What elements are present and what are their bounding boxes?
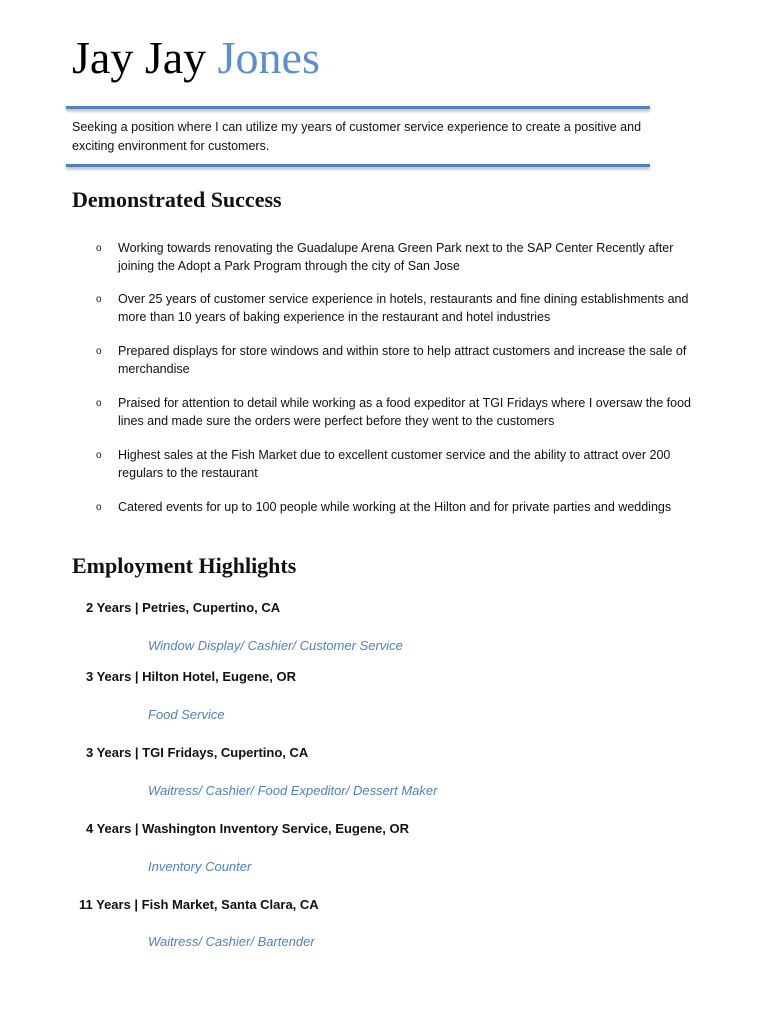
list-item xyxy=(96,240,706,275)
first-names: Jay Jay xyxy=(72,32,207,83)
objective-top-rule xyxy=(66,106,650,109)
list-item-text: Over 25 years of customer service experience in hotels, restaurants and fine dining establishments and more than 10 years of baking experience in the restaurant and hotel industries xyxy=(118,292,689,324)
bullet-marker: o xyxy=(96,502,102,513)
job-role: Window Display/ Cashier/ Customer Service xyxy=(148,638,403,653)
success-section-title: Demonstrated Success xyxy=(72,187,282,212)
resume-name xyxy=(72,30,320,86)
objective-statement: Seeking a position where I can utilize my years of customer service experience to create a positive and exciting environment for customers. xyxy=(72,120,642,153)
bullet-marker: o xyxy=(96,243,102,254)
list-item xyxy=(96,499,706,517)
list-item xyxy=(96,447,706,482)
job-role: Food Service xyxy=(148,707,225,722)
job-role: Waitress/ Cashier/ Bartender xyxy=(148,934,315,949)
objective-bottom-rule xyxy=(66,164,650,167)
bullet-marker: o xyxy=(96,346,102,357)
list-item-text: Praised for attention to detail while working as a food expeditor at TGI Fridays where I oversaw the food lines and made sure the orders were perfect before they went to the customers xyxy=(118,396,691,428)
list-item xyxy=(96,395,706,430)
list-item-text: Working towards renovating the Guadalupe Arena Green Park next to the SAP Center Recently after joining the Adopt a Park Program through the city of San Jose xyxy=(118,241,674,273)
job-header: 11 Years | Fish Market, Santa Clara, CA xyxy=(79,897,319,912)
bullet-marker: o xyxy=(96,294,102,305)
success-list xyxy=(96,240,706,517)
job-header: 3 Years | Hilton Hotel, Eugene, OR xyxy=(86,669,297,684)
job-header: 4 Years | Washington Inventory Service, Eugene, OR xyxy=(86,821,409,836)
list-item xyxy=(96,291,706,326)
bullet-marker: o xyxy=(96,398,102,409)
job-role: Waitress/ Cashier/ Food Expeditor/ Dessert Maker xyxy=(148,783,438,798)
list-item xyxy=(96,343,706,378)
list-item-text: Catered events for up to 100 people while working at the Hilton and for private parties and weddings xyxy=(118,500,672,514)
list-item-text: Prepared displays for store windows and within store to help attract customers and increase the sale of merchandise xyxy=(118,344,687,376)
last-name: Jones xyxy=(217,32,320,83)
job-header: 3 Years | TGI Fridays, Cupertino, CA xyxy=(86,745,309,760)
employment-section-title: Employment Highlights xyxy=(72,553,297,578)
job-role: Inventory Counter xyxy=(148,859,252,874)
job-header: 2 Years | Petries, Cupertino, CA xyxy=(86,600,281,615)
list-item-text: Highest sales at the Fish Market due to excellent customer service and the ability to attract over 200 regulars to the restaurant xyxy=(118,448,671,480)
bullet-marker: o xyxy=(96,450,102,461)
